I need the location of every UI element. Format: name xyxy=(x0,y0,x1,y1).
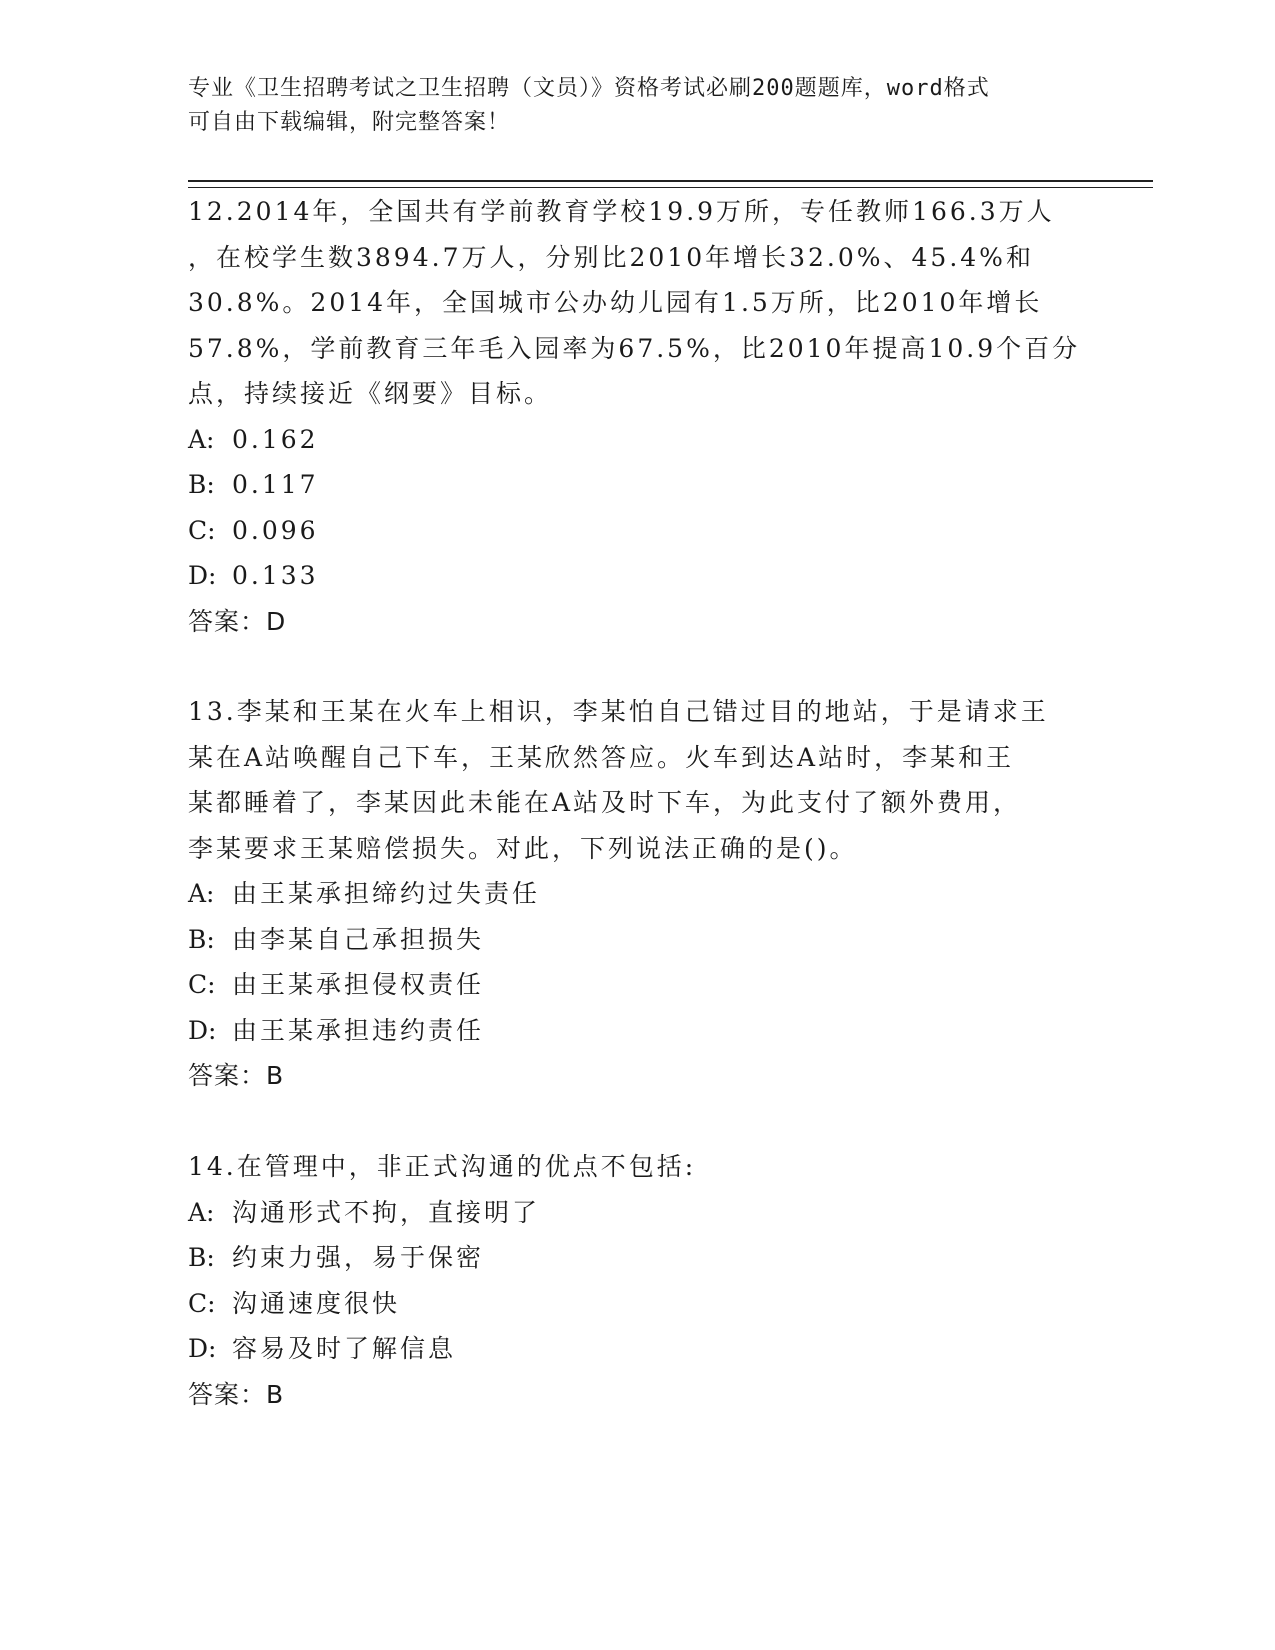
stem-line: 12.2014年，全国共有学前教育学校19.9万所，专任教师166.3万人 xyxy=(188,197,1055,226)
question-stem xyxy=(188,1144,1088,1190)
option-key: D: xyxy=(188,561,217,590)
header-divider-thick xyxy=(188,180,1153,182)
stem-line: 14.在管理中，非正式沟通的优点不包括: xyxy=(188,1152,697,1181)
question-14 xyxy=(188,1144,1088,1417)
option-text: 约束力强，易于保密 xyxy=(232,1243,485,1272)
option-text: 由王某承担缔约过失责任 xyxy=(232,879,541,908)
option-key: C: xyxy=(188,515,216,545)
option-key: A: xyxy=(188,879,215,908)
header-line-1: 专业《卫生招聘考试之卫生招聘（文员）》资格考试必刷200题题库，word格式 xyxy=(188,76,990,101)
option-text: 沟通形式不拘，直接明了 xyxy=(232,1197,541,1227)
stem-line: 57.8%，学前教育三年毛入园率为67.5%，比2010年提高10.9个百分 xyxy=(188,333,1081,363)
option-key: B: xyxy=(188,470,215,499)
answer-line: 答案：B xyxy=(188,1379,285,1409)
option-text: 由李某自己承担损失 xyxy=(232,924,485,954)
document-header xyxy=(188,72,1068,140)
option-b xyxy=(188,917,1088,963)
option-key: D: xyxy=(188,1015,217,1045)
option-c xyxy=(188,962,1088,1008)
option-a xyxy=(188,417,1088,463)
option-d xyxy=(188,553,1088,599)
stem-line: 30.8%。2014年，全国城市公办幼儿园有1.5万所，比2010年增长 xyxy=(188,288,1043,317)
option-text: 0.162 xyxy=(232,424,319,454)
option-b xyxy=(188,1235,1088,1281)
option-key: B: xyxy=(188,1243,215,1272)
header-line-2: 可自由下载编辑，附完整答案！ xyxy=(188,110,511,135)
option-a xyxy=(188,871,1088,917)
question-12 xyxy=(188,189,1088,644)
option-key: C: xyxy=(188,970,216,999)
option-c xyxy=(188,508,1088,554)
question-stem xyxy=(188,189,1088,417)
answer-line: 答案：D xyxy=(188,606,287,636)
question-stem xyxy=(188,689,1088,871)
option-c xyxy=(188,1281,1088,1327)
option-text: 由王某承担违约责任 xyxy=(232,1015,485,1045)
option-key: A: xyxy=(188,1197,215,1227)
stem-line: 某在A站唤醒自己下车，王某欣然答应。火车到达A站时，李某和王 xyxy=(188,742,1015,772)
stem-line: 李某要求王某赔偿损失。对此，下列说法正确的是()。 xyxy=(188,833,858,863)
option-text: 由王某承担侵权责任 xyxy=(232,970,485,999)
answer-line: 答案：B xyxy=(188,1061,285,1090)
option-d xyxy=(188,1326,1088,1372)
option-text: 容易及时了解信息 xyxy=(232,1334,457,1363)
option-key: A: xyxy=(188,424,215,454)
option-text: 沟通速度很快 xyxy=(232,1288,401,1318)
option-key: C: xyxy=(188,1288,216,1318)
question-13 xyxy=(188,689,1088,1099)
option-text: 0.096 xyxy=(232,515,319,545)
stem-line: 点，持续接近《纲要》目标。 xyxy=(188,379,553,408)
stem-line: ，在校学生数3894.7万人，分别比2010年增长32.0%、45.4%和 xyxy=(188,242,1034,272)
option-a xyxy=(188,1190,1088,1236)
option-b xyxy=(188,462,1088,508)
option-d xyxy=(188,1008,1088,1054)
stem-line: 某都睡着了，李某因此未能在A站及时下车，为此支付了额外费用， xyxy=(188,788,1022,817)
option-text: 0.133 xyxy=(232,561,319,590)
header-divider-thin xyxy=(188,187,1153,188)
option-key: D: xyxy=(188,1334,217,1363)
option-text: 0.117 xyxy=(232,470,319,499)
option-key: B: xyxy=(188,924,215,954)
stem-line: 13.李某和王某在火车上相识，李某怕自己错过目的地站，于是请求王 xyxy=(188,697,1049,726)
